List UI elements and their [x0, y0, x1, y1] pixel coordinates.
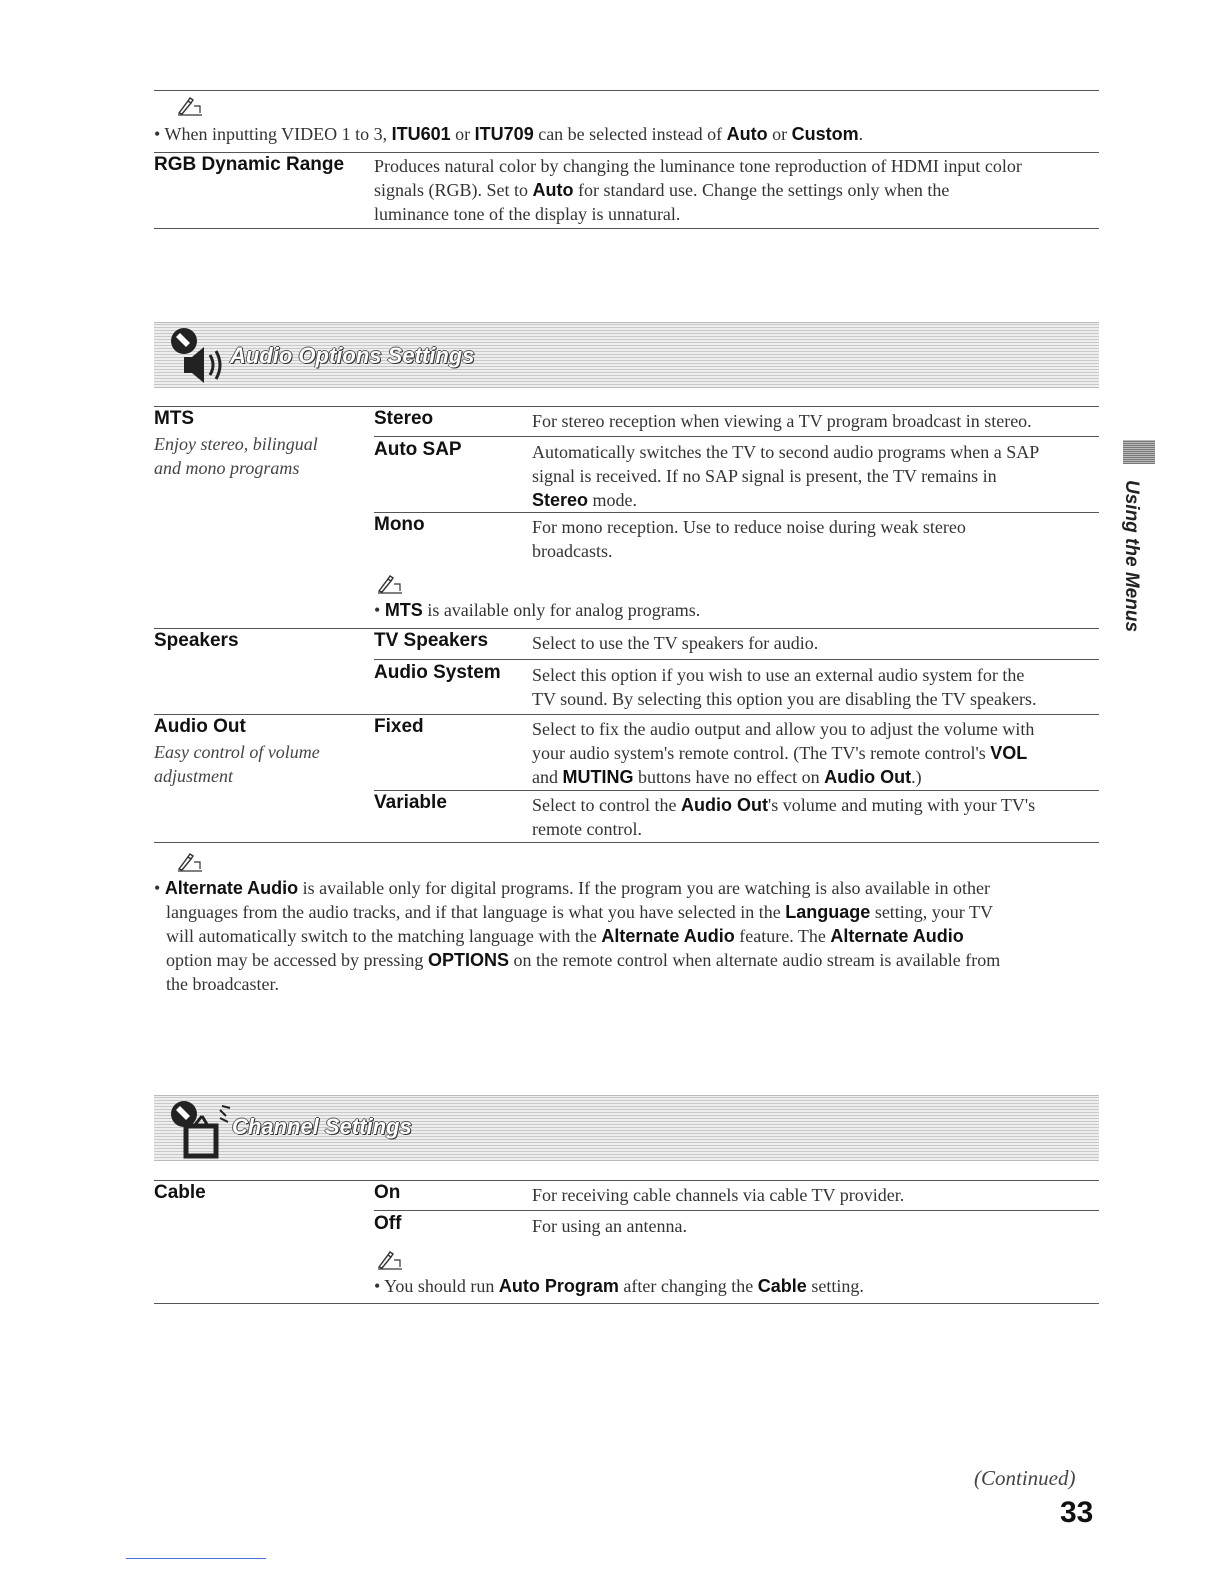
variable-label: Variable — [374, 792, 447, 813]
cable-on-desc: For receiving cable channels via cable TV provider. — [532, 1185, 905, 1205]
mts-mono-label: Mono — [374, 514, 425, 535]
side-tab-marker — [1123, 440, 1155, 464]
footer-link-rule — [126, 1558, 266, 1559]
alternate-audio-note: • Alternate Audio is available only for digital programs. If the program you are watching is also available in other languages from the audio tracks, and if that language is what you have selected in the Language setting, your TV will automatically switch to the matching language with the Alternate Audio feature. The Alternate Audio option may be accessed by pressing OPTIONS on the remote control when alternate audio stream is available from the broadcaster. — [154, 878, 1001, 994]
mts-stereo-label: Stereo — [374, 408, 434, 429]
mts-subtitle: Enjoy stereo, bilingual and mono programs — [154, 434, 318, 478]
fixed-desc: Select to fix the audio output and allow you to adjust the volume with your audio system's remote control. (The TV's remote control's VOL and MUTING buttons have no effect on Audio Out.) — [532, 719, 1035, 787]
top-rule — [154, 90, 1099, 91]
cable-off-desc: For using an antenna. — [532, 1216, 687, 1236]
mts-rule — [154, 406, 1099, 407]
channel-settings-title: Channel Settings — [232, 1114, 412, 1139]
mts-label: MTS — [154, 408, 195, 429]
cable-rule — [154, 1180, 1099, 1181]
wrench-speaker-icon — [164, 323, 234, 387]
note-pencil-icon — [176, 96, 206, 116]
channel-settings-banner — [154, 1095, 1099, 1161]
rgb-dynamic-range-desc: Produces natural color by changing the luminance tone reproduction of HDMI input color signals (RGB). Set to Auto for standard use. Change the settings only when the luminance tone of the display is unnatural. — [374, 156, 1022, 224]
mts-stereo-desc: For stereo reception when viewing a TV program broadcast in stereo. — [532, 411, 1032, 431]
note-pencil-icon — [376, 574, 406, 594]
mts-autosap-desc: Automatically switches the TV to second audio programs when a SAP signal is received. If no SAP signal is present, the TV remains in Stereo mode. — [532, 442, 1040, 510]
note-pencil-icon — [376, 1250, 406, 1270]
audio-system-desc: Select this option if you wish to use an external audio system for the TV sound. By selecting this option you are disabling the TV speakers. — [532, 665, 1037, 709]
rgb-dynamic-range-label: RGB Dynamic Range — [154, 154, 345, 175]
speakers-label: Speakers — [154, 630, 239, 651]
mts-autosap-label: Auto SAP — [374, 439, 462, 460]
tv-speakers-desc: Select to use the TV speakers for audio. — [532, 633, 819, 653]
cable-on-label: On — [374, 1182, 401, 1203]
rgb-bottom-rule — [154, 228, 1099, 229]
audio-out-label: Audio Out — [154, 716, 246, 737]
mts-note: • MTS is available only for analog programs. — [374, 600, 701, 620]
audio-out-subtitle: Easy control of volume adjustment — [154, 742, 320, 786]
autosap-rule — [374, 436, 1099, 437]
cable-off-label: Off — [374, 1213, 402, 1234]
top-note: • When inputting VIDEO 1 to 3, ITU601 or ITU709 can be selected instead of Auto or Custom. — [154, 124, 864, 144]
audio-system-label: Audio System — [374, 662, 501, 683]
variable-desc: Select to control the Audio Out's volume and muting with your TV's remote control. — [532, 795, 1036, 839]
page-number: 33 — [1060, 1496, 1094, 1529]
channel-section-bottom-rule — [154, 1303, 1099, 1304]
fixed-label: Fixed — [374, 716, 424, 737]
note-pencil-icon — [176, 852, 206, 872]
audio-options-banner — [154, 322, 1099, 388]
cable-off-rule — [374, 1210, 1099, 1211]
continued-label: (Continued) — [974, 1466, 1076, 1490]
variable-rule — [374, 790, 1099, 791]
mono-rule — [374, 512, 1099, 513]
audio-options-title: Audio Options Settings — [230, 343, 475, 368]
cable-note: • You should run Auto Program after changing the Cable setting. — [374, 1276, 864, 1296]
mts-mono-desc: For mono reception. Use to reduce noise during weak stereo broadcasts. — [532, 517, 966, 561]
rgb-rule — [154, 152, 1099, 153]
side-tab-label: Using the Menus — [1121, 480, 1142, 633]
audio-out-rule — [154, 714, 1099, 715]
tv-speakers-label: TV Speakers — [374, 630, 489, 651]
speakers-rule — [154, 628, 1099, 629]
audio-section-bottom-rule — [154, 842, 1099, 843]
audio-system-rule — [374, 659, 1099, 660]
cable-label: Cable — [154, 1182, 206, 1203]
